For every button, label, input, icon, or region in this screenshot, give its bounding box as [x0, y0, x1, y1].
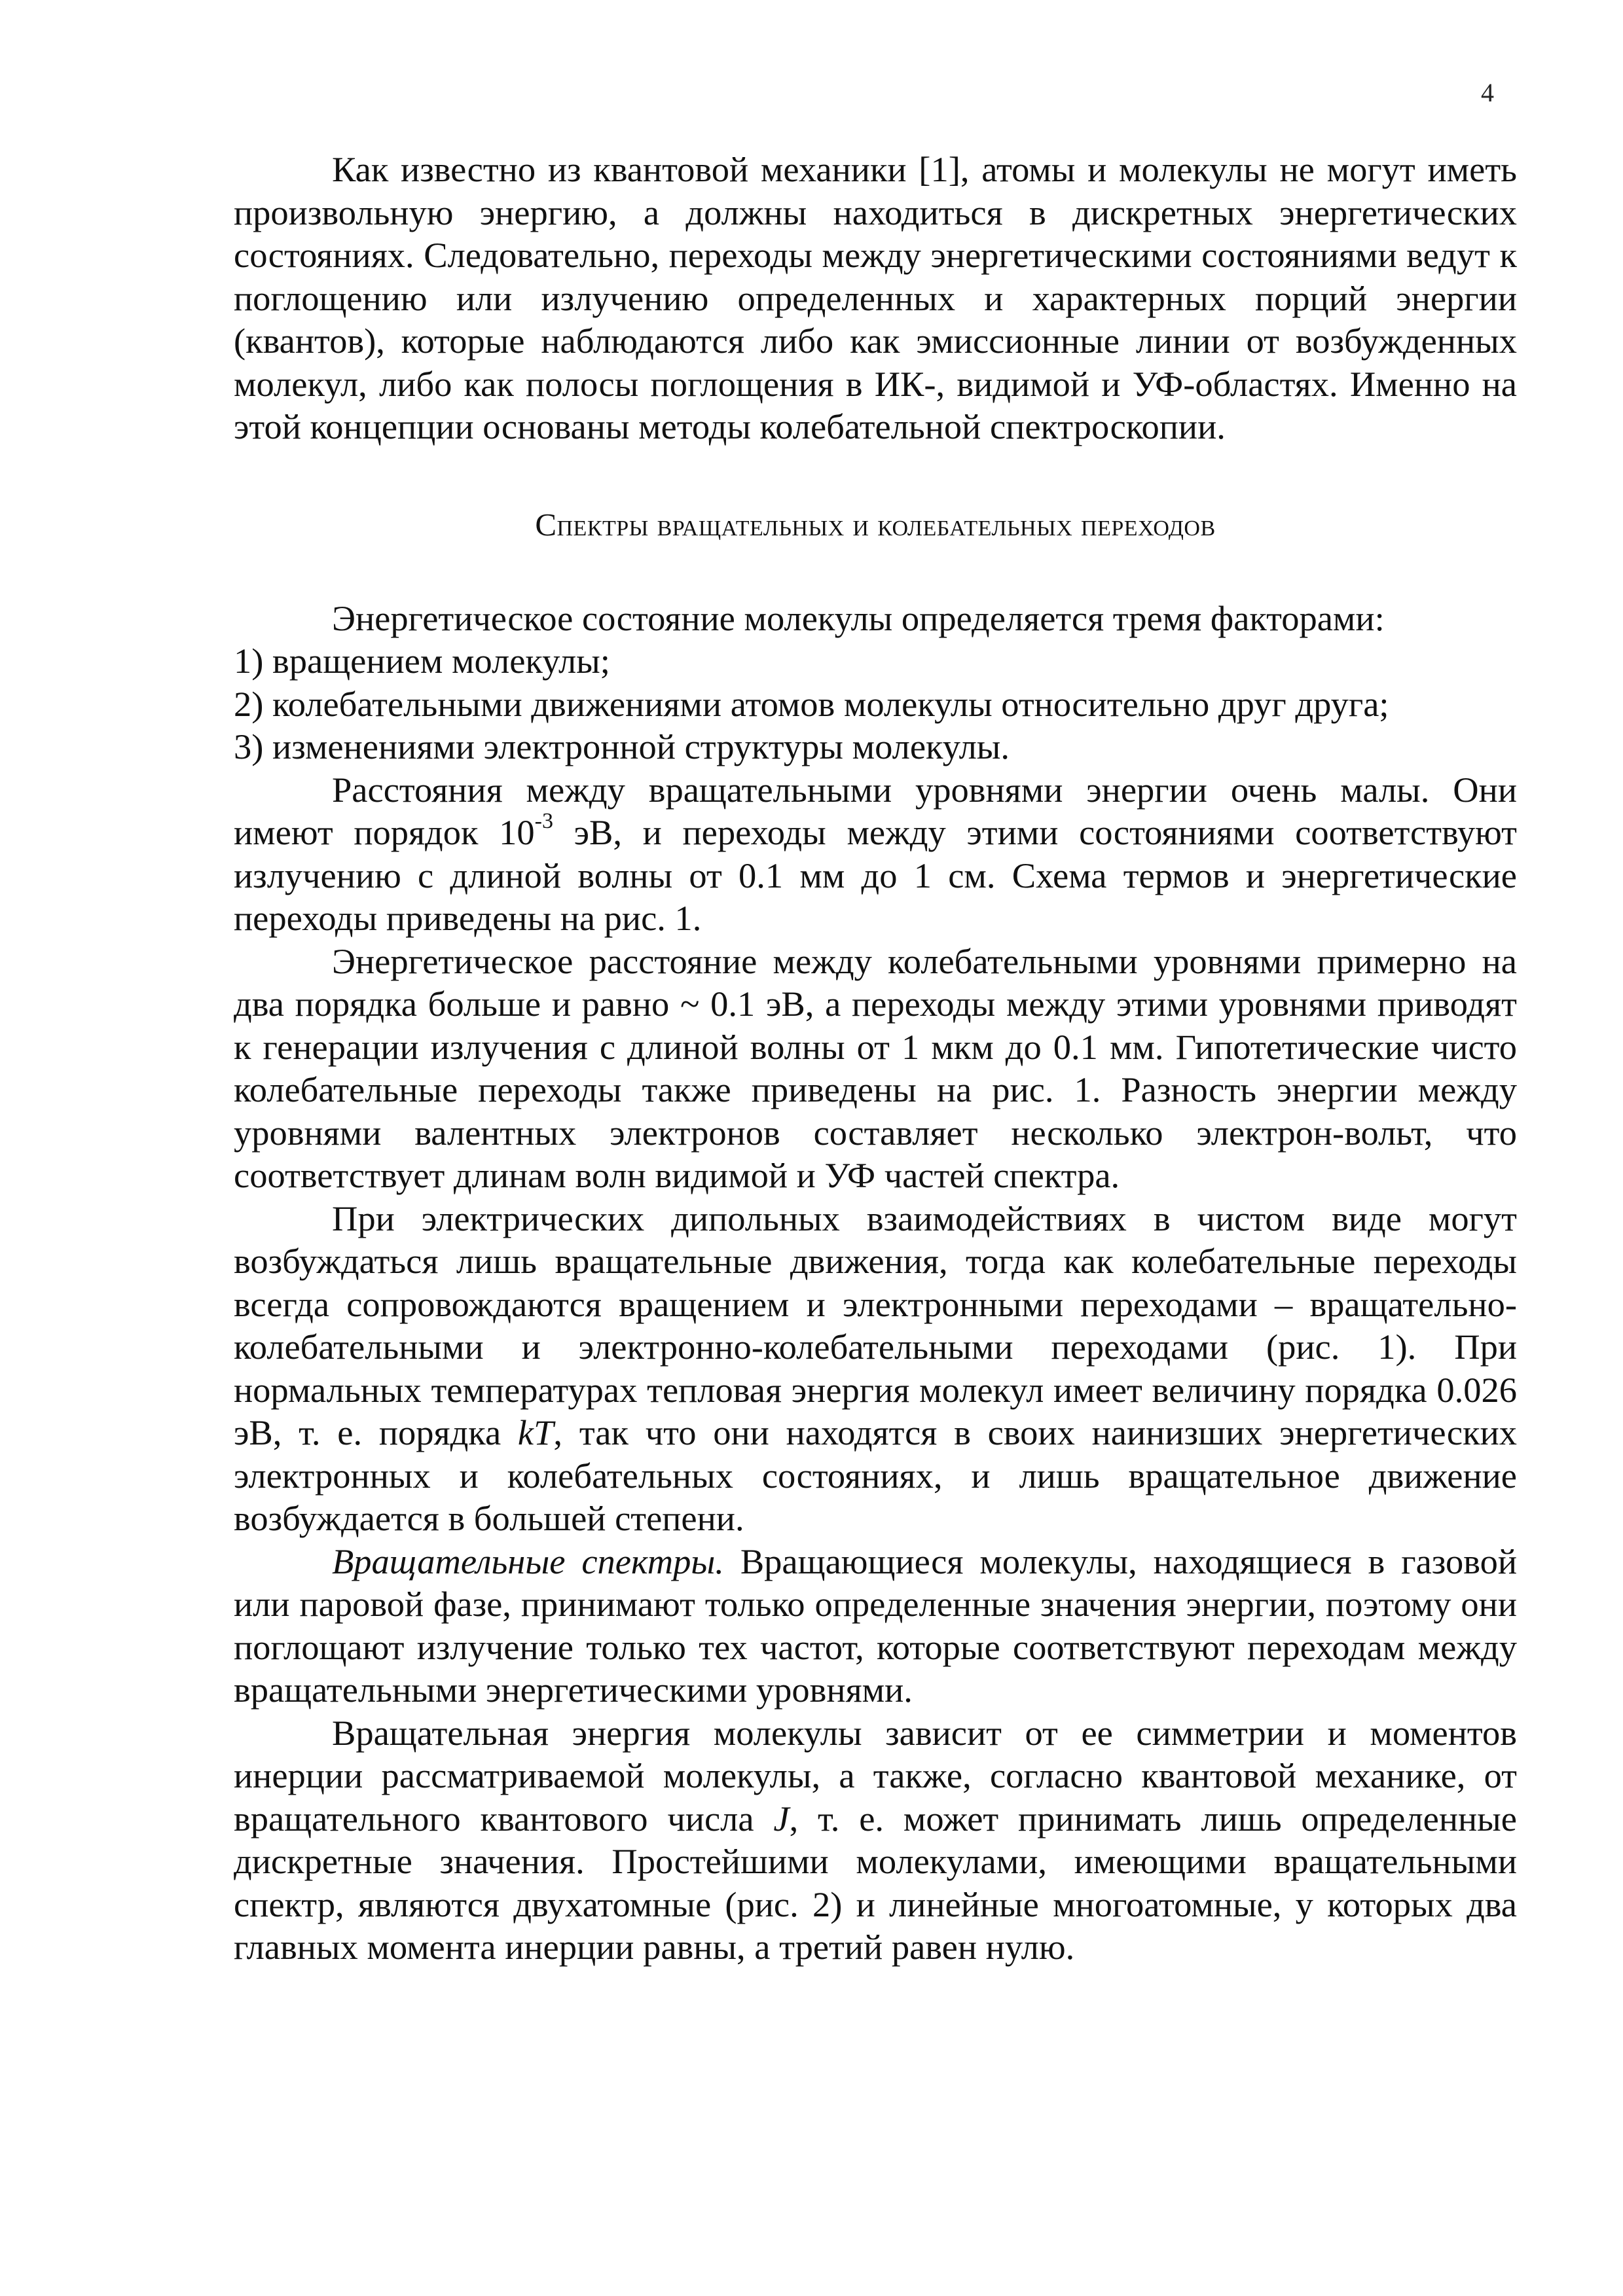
power-exponent: -3: [534, 808, 553, 833]
rotational-spectra-text: Вращающиеся молекулы, находящиеся в газовой или паровой фазе, принимают только определенные значения энергии, поэтому они поглощают излучение только тех частот, которые соответствуют переходам между вращательными энергетическими уровнями.: [234, 1541, 1517, 1710]
rotational-energy-text-after: , т. е. может принимать лишь определенные дискретные значения. Простейшими молекулами, имеющими вращательными спектр, являются двухатомные (рис. 2) и линейные многоатомные, у которых два главных момента инерции равны, а третий равен нулю.: [234, 1798, 1517, 1967]
rotational-levels-text-before: Расстояния между вращательными уровнями энергии очень малы. Они имеют порядок: [234, 769, 1517, 852]
power-base: 10: [499, 812, 535, 852]
body-text: [234, 148, 1517, 1969]
dipole-text-after: , так что они находятся в своих наинизших энергетических электронных и колебательных состояниях, и лишь вращательное движение возбуждается в большей степени.: [234, 1412, 1517, 1538]
factor-item-vibration: 2) колебательными движениями атомов молекулы относительно друг друга;: [234, 683, 1389, 724]
factor-item-electronic: 3) изменениями электронной структуры молекулы.: [234, 726, 1010, 766]
kt-symbol: kT: [517, 1412, 554, 1452]
rotational-levels-paragraph: [234, 768, 1517, 940]
vibrational-levels-paragraph: Энергетическое расстояние между колебательными уровнями примерно на два порядка больше и равно ~ 0.1 эВ, а переходы между этими уровнями приводят к генерации излучения с длиной волны от 1 мкм до 0.1 мм. Гипотетические чисто колебательные переходы также приведены на рис. 1. Разность энергии между уровнями валентных электронов составляет несколько электрон-вольт, что соответствует длинам волн видимой и УФ частей спектра.: [234, 941, 1517, 1195]
quantum-number-j: J: [773, 1798, 790, 1839]
factors-lead: Энергетическое состояние молекулы определяется тремя факторами:: [332, 598, 1385, 638]
section-heading: Спектры вращательных и колебательных переходов: [535, 506, 1216, 543]
rotational-energy-text-before: Вращательная энергия молекулы зависит от ее симметрии и моментов инерции рассматриваемой молекулы, а также, согласно квантовой механике, от вращательного квантового числа: [234, 1712, 1517, 1839]
page-number: 4: [1481, 78, 1494, 107]
dipole-text-before: При электрических дипольных взаимодействиях в чистом виде могут возбуждаться лишь вращательные движения, тогда как колебательные переходы всегда сопровождаются вращением и электронными переходами – вращательно-колебательными и электронно-колебательными переходами (рис. 1). При нормальных температурах тепловая энергия молекул имеет величину порядка 0.026 эВ, т. е. порядка: [234, 1198, 1517, 1452]
rotational-levels-text-after: эВ, и переходы между этими состояниями соответствуют излучению с длиной волны от 0.1 мм до 1 см. Схема термов и энергетические переходы приведены на рис. 1.: [234, 812, 1517, 938]
rotational-spectra-paragraph: [234, 1540, 1517, 1712]
intro-paragraph: Как известно из квантовой механики [1], атомы и молекулы не могут иметь произвольную энергию, а должны находиться в дискретных энергетических состояниях. Следовательно, переходы между энергетическими состояниями ведут к поглощению или излучению определенных и характерных порций энергии (квантов), которые наблюдаются либо как эмиссионные линии от возбужденных молекул, либо как полосы поглощения в ИК-, видимой и УФ-областях. Именно на этой концепции основаны методы колебательной спектроскопии.: [234, 149, 1517, 446]
rotational-spectra-term: Вращательные спектры.: [332, 1541, 724, 1581]
rotational-energy-paragraph: [234, 1712, 1517, 1969]
dipole-interactions-paragraph: [234, 1197, 1517, 1540]
factor-item-rotation: 1) вращением молекулы;: [234, 641, 610, 681]
